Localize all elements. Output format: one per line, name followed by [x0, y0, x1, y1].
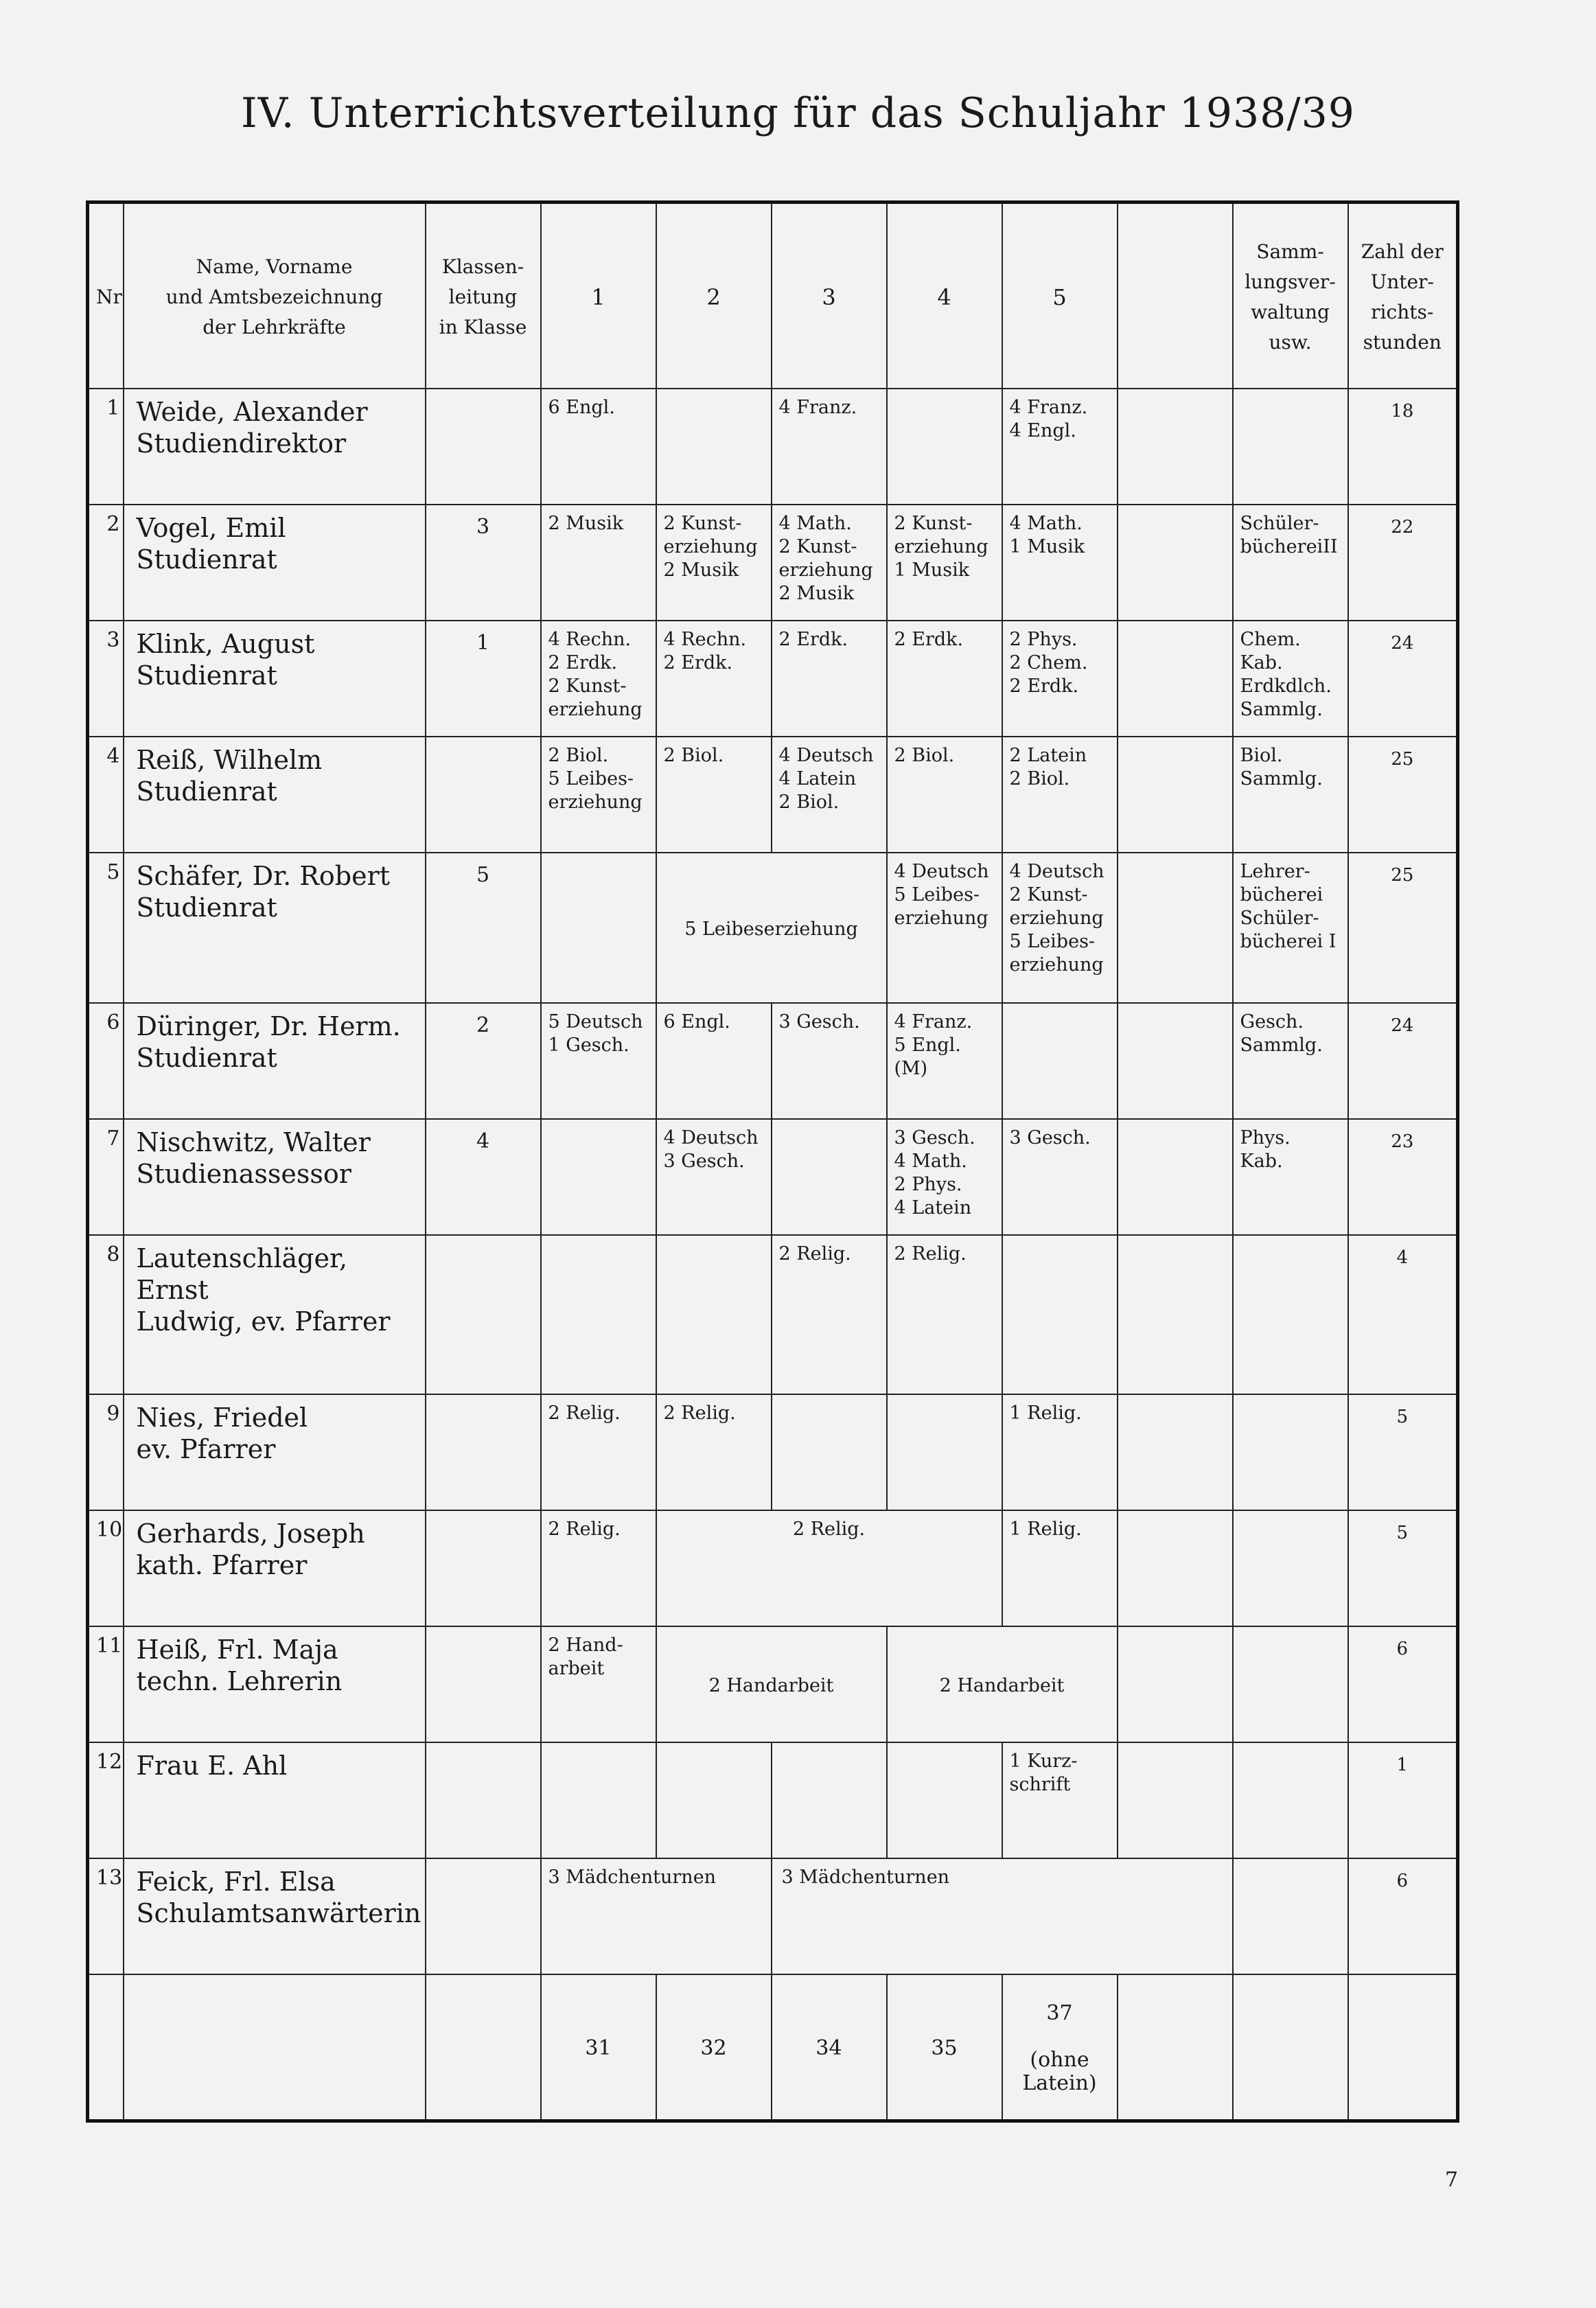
- totals-nr: [88, 1974, 124, 2121]
- row-nr: 5: [88, 853, 124, 1003]
- collection-cell: [1233, 1510, 1348, 1626]
- class-6-cell: [1118, 853, 1233, 1003]
- row-nr: 11: [88, 1626, 124, 1742]
- teacher-name: Gerhards, Joseph kath. Pfarrer: [124, 1510, 426, 1626]
- table-row: [88, 853, 1458, 1003]
- class-3-6-cell: 3 Mädchenturnen: [772, 1858, 1233, 1974]
- total-class-1: 31: [541, 1974, 656, 2121]
- row-nr: 4: [88, 737, 124, 853]
- class-5-cell: [1002, 1235, 1118, 1394]
- class-5-cell: 1 Relig.: [1002, 1394, 1118, 1510]
- hours-cell: 5: [1348, 1510, 1458, 1626]
- header-row: [88, 203, 1458, 389]
- header-klassenleitung: Klassen- leitung in Klasse: [426, 203, 541, 389]
- teacher-name: Heiß, Frl. Maja techn. Lehrerin: [124, 1626, 426, 1742]
- header-stunden: Zahl der Unter- richts- stunden: [1348, 203, 1458, 389]
- class-3-cell: 4 Franz.: [772, 389, 887, 505]
- hours-cell: 1: [1348, 1742, 1458, 1858]
- hours-cell: 24: [1348, 1003, 1458, 1119]
- teacher-name: Nischwitz, Walter Studienassessor: [124, 1119, 426, 1235]
- class-1-cell: 2 Musik: [541, 505, 656, 621]
- total-class-3: 34: [772, 1974, 887, 2121]
- table-row: [88, 1235, 1458, 1394]
- class-4-cell: [887, 1742, 1002, 1858]
- table-row: [88, 621, 1458, 737]
- collection-cell: Phys. Kab.: [1233, 1119, 1348, 1235]
- class-6-cell: [1118, 1119, 1233, 1235]
- class-2-cell: 4 Rechn. 2 Erdk.: [656, 621, 772, 737]
- collection-cell: Schüler- büchereiII: [1233, 505, 1348, 621]
- class-6-cell: [1118, 1510, 1233, 1626]
- class-5-cell: 3 Gesch.: [1002, 1119, 1118, 1235]
- class-3-cell: 2 Erdk.: [772, 621, 887, 737]
- class-5-cell: 4 Franz. 4 Engl.: [1002, 389, 1118, 505]
- class-lead: [426, 1742, 541, 1858]
- totals-lead: [426, 1974, 541, 2121]
- class-5-cell: 2 Phys. 2 Chem. 2 Erdk.: [1002, 621, 1118, 737]
- row-nr: 10: [88, 1510, 124, 1626]
- row-nr: 6: [88, 1003, 124, 1119]
- class-1-cell: [541, 1742, 656, 1858]
- class-lead: [426, 1858, 541, 1974]
- page-title: IV. Unterrichtsverteilung für das Schuljahr 1938/39: [241, 89, 1355, 137]
- teacher-name: Lautenschläger, Ernst Ludwig, ev. Pfarrer: [124, 1235, 426, 1394]
- class-3-cell: [772, 1394, 887, 1510]
- hours-cell: 6: [1348, 1626, 1458, 1742]
- collection-cell: Lehrer- bücherei Schüler- bücherei I: [1233, 853, 1348, 1003]
- collection-cell: [1233, 1626, 1348, 1742]
- collection-cell: [1233, 1858, 1348, 1974]
- class-lead: 1: [426, 621, 541, 737]
- table-row: [88, 1626, 1458, 1742]
- class-2-cell: 2 Kunst- erziehung 2 Musik: [656, 505, 772, 621]
- row-nr: 8: [88, 1235, 124, 1394]
- table-row: [88, 737, 1458, 853]
- class-3-cell: [772, 1742, 887, 1858]
- class-5-cell: 2 Latein 2 Biol.: [1002, 737, 1118, 853]
- class-1-cell: 2 Relig.: [541, 1510, 656, 1626]
- collection-cell: Chem. Kab. Erdkdlch. Sammlg.: [1233, 621, 1348, 737]
- class-3-cell: 4 Math. 2 Kunst- erziehung 2 Musik: [772, 505, 887, 621]
- hours-cell: 23: [1348, 1119, 1458, 1235]
- class-6-cell: [1118, 1235, 1233, 1394]
- class-4-cell: 4 Deutsch 5 Leibes- erziehung: [887, 853, 1002, 1003]
- class-1-cell: 2 Hand- arbeit: [541, 1626, 656, 1742]
- class-4-cell: 2 Relig.: [887, 1235, 1002, 1394]
- class-4-cell: 2 Kunst- erziehung 1 Musik: [887, 505, 1002, 621]
- class-lead: [426, 737, 541, 853]
- class-1-cell: 5 Deutsch 1 Gesch.: [541, 1003, 656, 1119]
- header-class-3: 3: [772, 203, 887, 389]
- hours-cell: 6: [1348, 1858, 1458, 1974]
- class-6-cell: [1118, 1003, 1233, 1119]
- teaching-distribution-table: [86, 200, 1459, 2123]
- table-row: [88, 1003, 1458, 1119]
- class-2-3-cell: 2 Handarbeit: [656, 1626, 887, 1742]
- total-class-2: 32: [656, 1974, 772, 2121]
- teacher-name: Frau E. Ahl: [124, 1742, 426, 1858]
- class-6-cell: [1118, 737, 1233, 853]
- hours-cell: 25: [1348, 853, 1458, 1003]
- table-row: [88, 1510, 1458, 1626]
- class-1-cell: 4 Rechn. 2 Erdk. 2 Kunst- erziehung: [541, 621, 656, 737]
- class-2-cell: 2 Relig.: [656, 1394, 772, 1510]
- hours-cell: 5: [1348, 1394, 1458, 1510]
- teacher-name: Reiß, Wilhelm Studienrat: [124, 737, 426, 853]
- collection-cell: Gesch. Sammlg.: [1233, 1003, 1348, 1119]
- class-3-cell: 2 Relig.: [772, 1235, 887, 1394]
- collection-cell: [1233, 1394, 1348, 1510]
- hours-cell: 25: [1348, 737, 1458, 853]
- hours-cell: 4: [1348, 1235, 1458, 1394]
- collection-cell: [1233, 389, 1348, 505]
- teacher-name: Düringer, Dr. Herm. Studienrat: [124, 1003, 426, 1119]
- header-sammlung: Samm- lungsver- waltung usw.: [1233, 203, 1348, 389]
- row-nr: 1: [88, 389, 124, 505]
- class-1-cell: 2 Biol. 5 Leibes- erziehung: [541, 737, 656, 853]
- header-class-5: 5: [1002, 203, 1118, 389]
- class-4-cell: [887, 1394, 1002, 1510]
- header-name: Name, Vorname und Amtsbezeichnung der Lehrkräfte: [124, 203, 426, 389]
- row-nr: 12: [88, 1742, 124, 1858]
- table-row: [88, 1394, 1458, 1510]
- total-class-5: 37 (ohne Latein): [1002, 1974, 1118, 2121]
- class-2-3-cell: 5 Leibeserziehung: [656, 853, 887, 1003]
- table-row: [88, 1742, 1458, 1858]
- class-4-cell: 3 Gesch. 4 Math. 2 Phys. 4 Latein: [887, 1119, 1002, 1235]
- class-6-cell: [1118, 621, 1233, 737]
- class-1-cell: [541, 1235, 656, 1394]
- class-lead: [426, 389, 541, 505]
- class-4-cell: [887, 389, 1002, 505]
- teacher-name: Feick, Frl. Elsa Schulamtsanwärterin: [124, 1858, 426, 1974]
- class-2-cell: 2 Biol.: [656, 737, 772, 853]
- class-4-cell: 2 Erdk.: [887, 621, 1002, 737]
- header-class-6: [1118, 203, 1233, 389]
- total-hours: [1348, 1974, 1458, 2121]
- class-1-2-cell: 3 Mädchenturnen: [541, 1858, 772, 1974]
- class-1-cell: [541, 853, 656, 1003]
- page-number: 7: [1445, 2168, 1459, 2192]
- class-4-cell: 2 Biol.: [887, 737, 1002, 853]
- class-6-cell: [1118, 389, 1233, 505]
- class-2-cell: [656, 389, 772, 505]
- table-row: [88, 1858, 1458, 1974]
- class-2-4-cell: 2 Relig.: [656, 1510, 1002, 1626]
- class-1-cell: [541, 1119, 656, 1235]
- header-nr: Nr: [88, 203, 124, 389]
- class-lead: [426, 1510, 541, 1626]
- class-lead: 2: [426, 1003, 541, 1119]
- total-class-4: 35: [887, 1974, 1002, 2121]
- teacher-name: Weide, Alexander Studiendirektor: [124, 389, 426, 505]
- hours-cell: 24: [1348, 621, 1458, 737]
- table-row: [88, 505, 1458, 621]
- class-3-cell: [772, 1119, 887, 1235]
- class-3-cell: 4 Deutsch 4 Latein 2 Biol.: [772, 737, 887, 853]
- collection-cell: [1233, 1742, 1348, 1858]
- header-class-4: 4: [887, 203, 1002, 389]
- class-1-cell: 2 Relig.: [541, 1394, 656, 1510]
- class-2-cell: 6 Engl.: [656, 1003, 772, 1119]
- class-lead: 4: [426, 1119, 541, 1235]
- table-row: [88, 389, 1458, 505]
- class-2-cell: 4 Deutsch 3 Gesch.: [656, 1119, 772, 1235]
- class-6-cell: [1118, 1626, 1233, 1742]
- class-6-cell: [1118, 505, 1233, 621]
- row-nr: 3: [88, 621, 124, 737]
- total-class-6: [1118, 1974, 1233, 2121]
- row-nr: 7: [88, 1119, 124, 1235]
- total-collection: [1233, 1974, 1348, 2121]
- teacher-name: Klink, August Studienrat: [124, 621, 426, 737]
- class-lead: 5: [426, 853, 541, 1003]
- collection-cell: [1233, 1235, 1348, 1394]
- class-2-cell: [656, 1742, 772, 1858]
- header-class-2: 2: [656, 203, 772, 389]
- totals-name: [124, 1974, 426, 2121]
- row-nr: 13: [88, 1858, 124, 1974]
- class-6-cell: [1118, 1394, 1233, 1510]
- teacher-name: Schäfer, Dr. Robert Studienrat: [124, 853, 426, 1003]
- class-lead: [426, 1626, 541, 1742]
- hours-cell: 22: [1348, 505, 1458, 621]
- class-3-cell: 3 Gesch.: [772, 1003, 887, 1119]
- hours-cell: 18: [1348, 389, 1458, 505]
- class-5-cell: 4 Deutsch 2 Kunst- erziehung 5 Leibes- erziehung: [1002, 853, 1118, 1003]
- class-2-cell: [656, 1235, 772, 1394]
- class-lead: [426, 1235, 541, 1394]
- class-5-cell: 4 Math. 1 Musik: [1002, 505, 1118, 621]
- class-6-cell: [1118, 1742, 1233, 1858]
- class-4-5-cell: 2 Handarbeit: [887, 1626, 1118, 1742]
- class-lead: 3: [426, 505, 541, 621]
- row-nr: 9: [88, 1394, 124, 1510]
- collection-cell: Biol. Sammlg.: [1233, 737, 1348, 853]
- row-nr: 2: [88, 505, 124, 621]
- class-5-cell: [1002, 1003, 1118, 1119]
- class-5-cell: 1 Relig.: [1002, 1510, 1118, 1626]
- class-4-cell: 4 Franz. 5 Engl. (M): [887, 1003, 1002, 1119]
- class-5-cell: 1 Kurz- schrift: [1002, 1742, 1118, 1858]
- teacher-name: Vogel, Emil Studienrat: [124, 505, 426, 621]
- table-row: [88, 1119, 1458, 1235]
- class-lead: [426, 1394, 541, 1510]
- class-1-cell: 6 Engl.: [541, 389, 656, 505]
- totals-row: [88, 1974, 1458, 2121]
- teacher-name: Nies, Friedel ev. Pfarrer: [124, 1394, 426, 1510]
- header-class-1: 1: [541, 203, 656, 389]
